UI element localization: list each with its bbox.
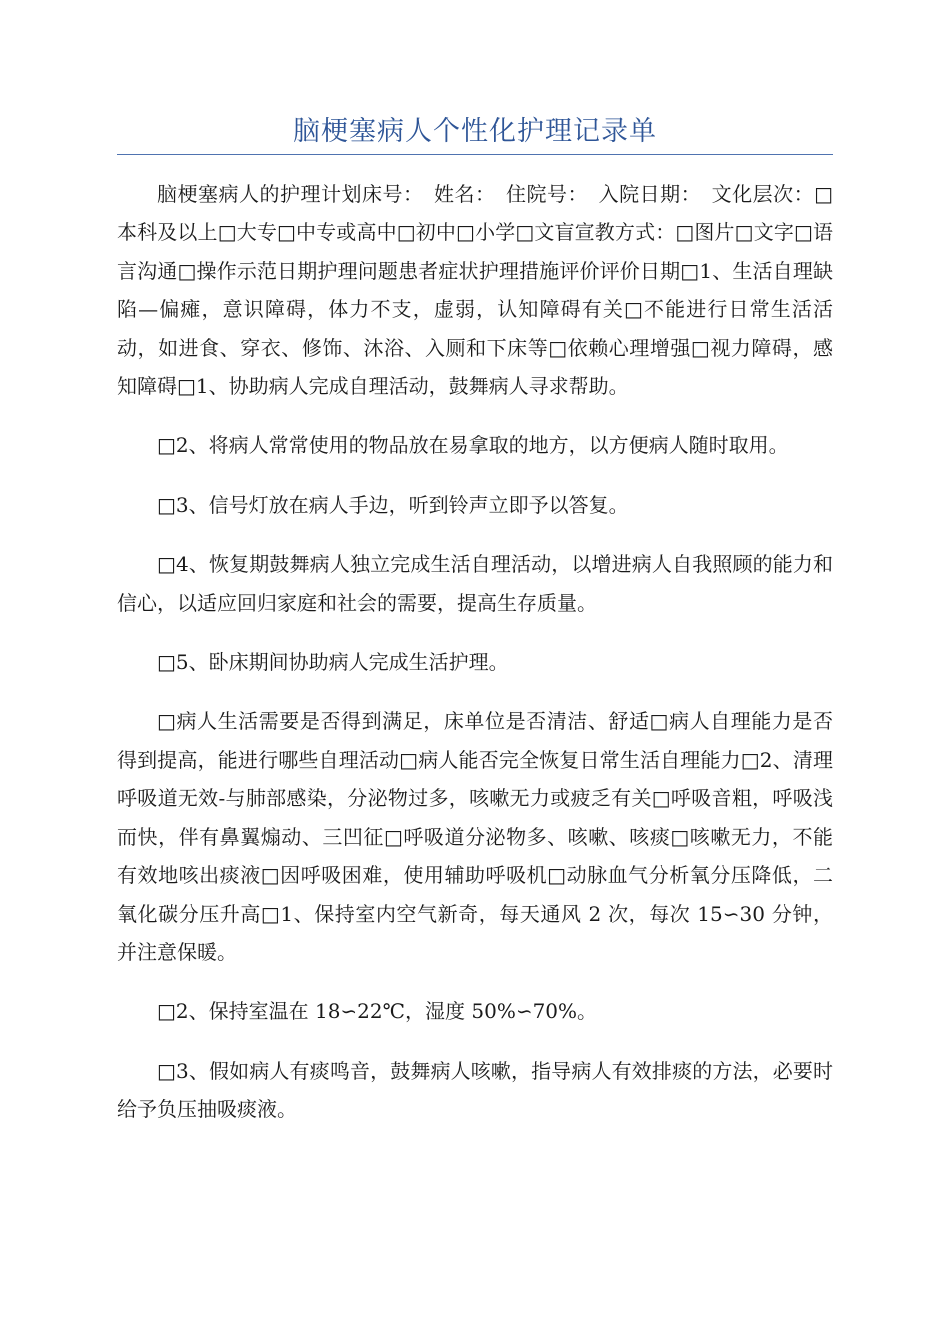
paragraph-care-plan-header: 脑梗塞病人的护理计划床号： 姓名： 住院号： 入院日期： 文化层次：□本科及以上□大专□中专或高中□初中□小学□文盲宣教方式：□图片□文字□语言沟通□操作示范日期护理问题患者症状护理措施评价评价日期□1、生活自理缺陷—偏瘫，意识障碍，体力不支，虚弱，认知障碍有关□不能进行日常生活活动，如进食、穿衣、修饰、沐浴、入厕和下床等□依赖心理增强□视力障碍，感知障碍□1、协助病人完成自理活动，鼓舞病人寻求帮助。 [117, 182, 833, 399]
paragraph-measure-4: □4、恢复期鼓舞病人独立完成生活自理活动，以增进病人自我照顾的能力和信心，以适应回归家庭和社会的需要，提高生存质量。 [117, 552, 833, 615]
paragraph-measure-5: □5、卧床期间协助病人完成生活护理。 [157, 650, 509, 675]
paragraph-evaluation-airway: □病人生活需要是否得到满足，床单位是否清洁、舒适□病人自理能力是否得到提高，能进行哪些自理活动□病人能否完全恢复日常生活自理能力□2、清理呼吸道无效-与肺部感染，分泌物过多，咳嗽无力或疲乏有关□呼吸音粗，呼吸浅而快，伴有鼻翼煽动、三凹征□呼吸道分泌物多、咳嗽、咳痰□咳嗽无力，不能有效地咳出痰液□因呼吸困难，使用辅助呼吸机□动脉血气分析氧分压降低，二氧化碳分压升高□1、保持室内空气新奇，每天通风 2 次，每次 15∽30 分钟，并注意保暖。 [117, 709, 833, 964]
page-title: 脑梗塞病人个性化护理记录单 [293, 116, 657, 147]
paragraph-measure-3: □3、信号灯放在病人手边，听到铃声立即予以答复。 [157, 492, 629, 517]
paragraph-airway-measure-3: □3、假如病人有痰鸣音，鼓舞病人咳嗽，指导病人有效排痰的方法，必要时给予负压抽吸痰液。 [117, 1058, 833, 1122]
title-divider [117, 154, 833, 155]
document-body [117, 175, 833, 1150]
paragraph-airway-measure-2: □2、保持室温在 18∽22℃，湿度 50%∽70%。 [157, 999, 598, 1024]
paragraph-measure-2: □2、将病人常常使用的物品放在易拿取的地方，以方便病人随时取用。 [157, 433, 789, 458]
